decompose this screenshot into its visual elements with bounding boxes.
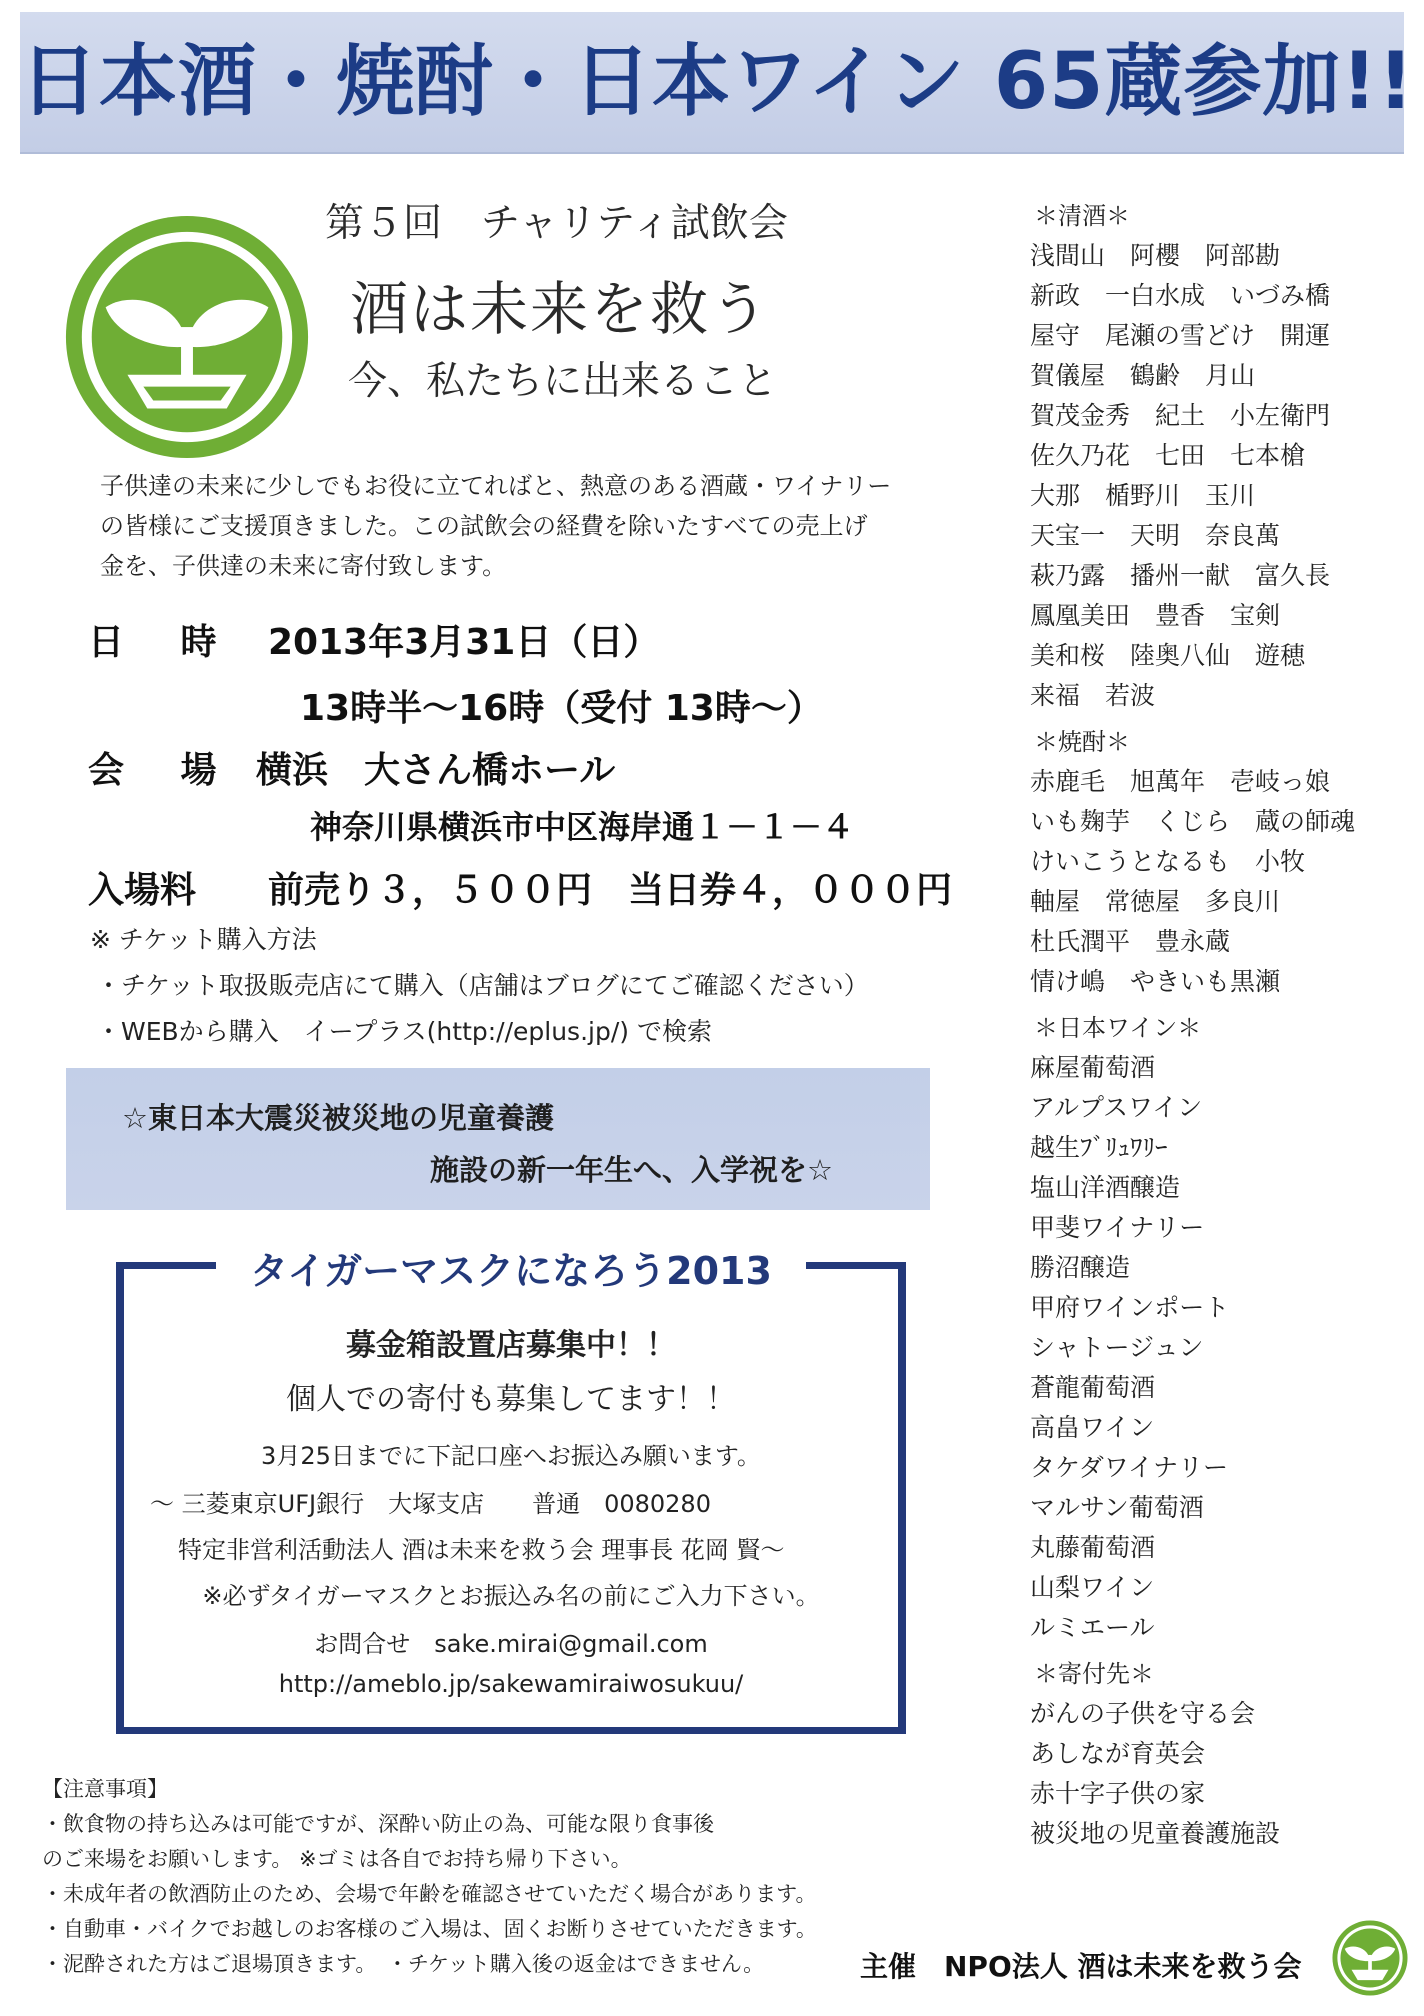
wine-line: 勝沼醸造 xyxy=(1030,1253,1131,1282)
notes-section xyxy=(42,1772,817,1982)
note-line: ・自動車・バイクでお越しのお客様のご入場は、固くお断りさせていただきます。 xyxy=(42,1917,817,1941)
sake-line: 佐久乃花 七田 七本槍 xyxy=(1030,441,1306,470)
support-line: 施設の新一年生へ、入学祝を☆ xyxy=(430,1153,833,1187)
event-title: 酒は未来を救う xyxy=(350,275,771,343)
tiger-mask-title: タイガーマスクになろう2013 xyxy=(250,1249,772,1293)
sake-line: 浅間山 阿櫻 阿部勘 xyxy=(1030,241,1281,270)
wine-line: マルサン葡萄酒 xyxy=(1030,1493,1204,1522)
venue-address: 神奈川県横浜市中区海岸通１－１－４ xyxy=(310,808,855,846)
wine-line: 甲府ワインポート xyxy=(1030,1293,1230,1322)
note-line: ・泥酔された方はご退場頂きます。 ・チケット購入後の返金はできません。 xyxy=(42,1952,765,1976)
wine-line: アルプスワイン xyxy=(1030,1093,1203,1122)
tiger-individual-donation: 個人での寄付も募集してます！！ xyxy=(286,1382,736,1417)
banner-title: 日本酒・焼酎・日本ワイン 65蔵参加!! xyxy=(20,37,1415,127)
shochu-line: 軸屋 常徳屋 多良川 xyxy=(1030,887,1281,916)
shochu-line: 赤鹿毛 旭萬年 壱岐っ娘 xyxy=(1030,767,1331,796)
ticket-method-web: ・WEBから購入 イープラス(http://eplus.jp/) で検索 xyxy=(96,1017,712,1046)
fee-label: 入場料 xyxy=(88,870,197,911)
intro-line: 金を、子供達の未来に寄付致します。 xyxy=(100,552,507,580)
sake-line: 天宝一 天明 奈良萬 xyxy=(1030,521,1281,550)
fee-value: 前売り３，５００円 当日券４，０００円 xyxy=(268,870,953,911)
wine-line: タケダワイナリー xyxy=(1030,1453,1229,1482)
note-line: ・飲食物の持ち込みは可能ですが、深酔い防止の為、可能な限り食事後 xyxy=(42,1812,714,1836)
sake-line: 美和桜 陸奥八仙 遊穂 xyxy=(1030,641,1306,670)
wine-line: 麻屋葡萄酒 xyxy=(1030,1053,1156,1082)
intro-line: 子供達の未来に少しでもお役に立てればと、熱意のある酒蔵・ワイナリー xyxy=(100,472,892,500)
participants-list xyxy=(1030,196,1410,1854)
tiger-deadline: 3月25日までに下記口座へお振込み願います。 xyxy=(261,1442,761,1470)
sake-line: 来福 若波 xyxy=(1030,681,1156,710)
shochu-line: いも麹芋 くじら 蔵の師魂 xyxy=(1030,807,1356,836)
sake-line: 屋守 尾瀬の雪どけ 開運 xyxy=(1030,321,1331,350)
wine-line: 蒼龍葡萄酒 xyxy=(1030,1373,1156,1402)
note-line: のご来場をお願いします。 ※ゴミは各自でお持ち帰り下さい。 xyxy=(42,1847,632,1871)
shochu-heading: ＊焼酎＊ xyxy=(1034,728,1130,756)
support-line: ☆東日本大震災被災地の児童養護 xyxy=(122,1101,554,1135)
time-value: 13時半～16時（受付 13時～） xyxy=(300,688,823,729)
wine-heading: ＊日本ワイン＊ xyxy=(1034,1014,1202,1042)
donation-line: 赤十字子供の家 xyxy=(1030,1779,1206,1808)
sake-line: 新政 一白水成 いづみ橋 xyxy=(1030,281,1331,310)
date-value: 2013年3月31日（日） xyxy=(268,622,660,663)
wine-line: 山梨ワイン xyxy=(1030,1573,1155,1602)
sake-line: 賀茂金秀 紀土 小左衛門 xyxy=(1030,401,1331,430)
contact-email: お問合せ sake.mirai@gmail.com xyxy=(314,1630,708,1658)
donation-line: あしなが育英会 xyxy=(1030,1739,1206,1768)
shochu-line: 情け嶋 やきいも黒瀬 xyxy=(1030,967,1281,996)
account-holder: 特定非営利活動法人 酒は未来を救う会 理事長 花岡 賢～ xyxy=(178,1536,785,1564)
date-label: 日 時 xyxy=(88,622,239,663)
wine-line: 丸藤葡萄酒 xyxy=(1030,1533,1156,1562)
wine-line: シャトージュン xyxy=(1030,1333,1204,1362)
venue-label: 会 場 xyxy=(88,750,239,791)
header-banner xyxy=(20,12,1415,154)
wine-line: 塩山洋酒醸造 xyxy=(1030,1173,1181,1202)
event-subtitle: 第５回 チャリティ試飲会 xyxy=(325,201,788,246)
wine-line: ルミエール xyxy=(1030,1613,1155,1642)
sake-heading: ＊清酒＊ xyxy=(1034,202,1130,230)
intro-line: の皆様にご支援頂きました。この試飲会の経費を除いたすべての売上げ xyxy=(100,512,868,540)
sprout-logo-small-icon xyxy=(1330,1918,1410,1998)
sake-line: 鳳凰美田 豊香 宝剣 xyxy=(1030,601,1281,630)
ticket-heading: ※ チケット購入方法 xyxy=(90,925,317,954)
event-tagline: 今、私たちに出来ること xyxy=(348,359,778,404)
shochu-line: けいこうとなるも 小牧 xyxy=(1030,847,1306,876)
shochu-line: 杜氏潤平 豊永蔵 xyxy=(1030,927,1231,956)
intro-text xyxy=(100,466,970,586)
bank-account: ～ 三菱東京UFJ銀行 大塚支店 普通 0080280 xyxy=(150,1490,711,1518)
wine-line: 高畠ワイン xyxy=(1030,1413,1155,1442)
notes-heading: 【注意事項】 xyxy=(42,1777,168,1801)
wine-line: 甲斐ワイナリー xyxy=(1030,1213,1205,1242)
note-line: ・未成年者の飲酒防止のため、会場で年齢を確認させていただく場合があります。 xyxy=(42,1882,817,1906)
sake-line: 萩乃露 播州一献 富久長 xyxy=(1030,561,1331,590)
donation-line: がんの子供を守る会 xyxy=(1030,1699,1256,1728)
tiger-recruit-stores: 募金箱設置店募集中！！ xyxy=(346,1328,676,1363)
sake-line: 大那 楯野川 玉川 xyxy=(1030,481,1256,510)
blog-url: http://ameblo.jp/sakewamiraiwosukuu/ xyxy=(278,1670,744,1698)
donations-heading: ＊寄付先＊ xyxy=(1034,1660,1154,1688)
sake-line: 賀儀屋 鶴齢 月山 xyxy=(1030,361,1256,390)
tiger-box-border xyxy=(116,1727,906,1734)
venue-value: 横浜 大さん橋ホール xyxy=(256,750,616,791)
ticket-method-store: ・チケット取扱販売店にて購入（店舗はブログにてご確認ください） xyxy=(96,971,869,1000)
organizer: 主催 NPO法人 酒は未来を救う会 xyxy=(860,1950,1302,1983)
transfer-note: ※必ずタイガーマスクとお振込み名の前にご入力下さい。 xyxy=(202,1582,820,1610)
wine-line: 越生ﾌﾞﾘｭﾜﾘｰ xyxy=(1030,1133,1168,1162)
donation-line: 被災地の児童養護施設 xyxy=(1030,1819,1281,1848)
sprout-logo-icon xyxy=(58,208,316,466)
